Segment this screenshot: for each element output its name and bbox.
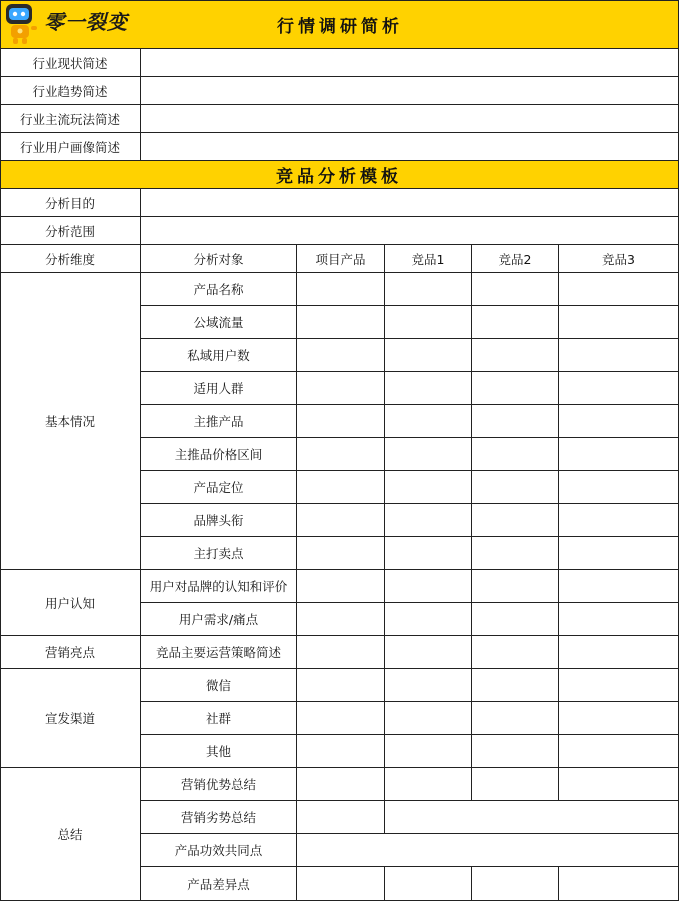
- item-label: 其他: [141, 735, 297, 768]
- data-cell[interactable]: [472, 306, 559, 339]
- item-label: 营销优势总结: [141, 768, 297, 801]
- data-cell[interactable]: [385, 504, 472, 537]
- item-label: 社群: [141, 702, 297, 735]
- market-row-label: 行业趋势简述: [0, 77, 141, 105]
- info-row-label: 分析范围: [0, 217, 141, 245]
- data-cell[interactable]: [297, 834, 679, 867]
- group-label: 总结: [0, 768, 141, 901]
- data-cell[interactable]: [559, 306, 679, 339]
- column-header: 项目产品: [297, 245, 385, 273]
- data-cell[interactable]: [385, 471, 472, 504]
- data-cell[interactable]: [559, 735, 679, 768]
- data-cell[interactable]: [559, 636, 679, 669]
- market-row-input[interactable]: [141, 133, 679, 161]
- data-cell[interactable]: [297, 306, 385, 339]
- data-cell[interactable]: [297, 735, 385, 768]
- robot-mascot-icon: [3, 2, 41, 46]
- market-row-input[interactable]: [141, 77, 679, 105]
- data-cell[interactable]: [472, 372, 559, 405]
- logo: [0, 0, 140, 49]
- data-cell[interactable]: [472, 669, 559, 702]
- column-header: 竞品1: [385, 245, 472, 273]
- data-cell[interactable]: [385, 339, 472, 372]
- item-label: 产品功效共同点: [141, 834, 297, 867]
- logo-text: 零一裂变: [44, 10, 128, 34]
- data-cell[interactable]: [559, 471, 679, 504]
- data-cell[interactable]: [297, 570, 385, 603]
- market-row-input[interactable]: [141, 49, 679, 77]
- data-cell[interactable]: [559, 570, 679, 603]
- info-row-input[interactable]: [141, 217, 679, 245]
- data-cell[interactable]: [472, 735, 559, 768]
- item-label: 公域流量: [141, 306, 297, 339]
- data-cell[interactable]: [297, 603, 385, 636]
- item-label: 营销劣势总结: [141, 801, 297, 834]
- data-cell[interactable]: [297, 636, 385, 669]
- data-cell[interactable]: [297, 405, 385, 438]
- data-cell[interactable]: [472, 504, 559, 537]
- data-cell[interactable]: [297, 867, 385, 901]
- data-cell[interactable]: [385, 570, 472, 603]
- column-header: 竞品2: [472, 245, 559, 273]
- data-cell[interactable]: [472, 867, 559, 901]
- data-cell[interactable]: [297, 537, 385, 570]
- item-label: 微信: [141, 669, 297, 702]
- data-cell[interactable]: [472, 471, 559, 504]
- info-row-input[interactable]: [141, 189, 679, 217]
- item-label: 用户需求/痛点: [141, 603, 297, 636]
- item-label: 用户对品牌的认知和评价: [141, 570, 297, 603]
- data-cell[interactable]: [472, 405, 559, 438]
- data-cell[interactable]: [297, 273, 385, 306]
- data-cell[interactable]: [297, 702, 385, 735]
- data-cell[interactable]: [559, 603, 679, 636]
- data-cell[interactable]: [385, 636, 472, 669]
- market-row-input[interactable]: [141, 105, 679, 133]
- data-cell[interactable]: [559, 438, 679, 471]
- data-cell[interactable]: [559, 669, 679, 702]
- data-cell[interactable]: [472, 702, 559, 735]
- data-cell[interactable]: [385, 735, 472, 768]
- data-cell[interactable]: [472, 339, 559, 372]
- data-cell[interactable]: [472, 570, 559, 603]
- data-cell[interactable]: [472, 603, 559, 636]
- market-row-label: 行业现状简述: [0, 49, 141, 77]
- item-label: 适用人群: [141, 372, 297, 405]
- data-cell[interactable]: [385, 438, 472, 471]
- data-cell[interactable]: [297, 438, 385, 471]
- data-cell[interactable]: [297, 504, 385, 537]
- item-label: 竞品主要运营策略简述: [141, 636, 297, 669]
- data-cell[interactable]: [385, 372, 472, 405]
- data-cell[interactable]: [297, 801, 385, 834]
- data-cell[interactable]: [385, 768, 472, 801]
- item-label: 产品定位: [141, 471, 297, 504]
- data-cell[interactable]: [559, 405, 679, 438]
- data-cell[interactable]: [385, 306, 472, 339]
- data-cell[interactable]: [385, 405, 472, 438]
- data-cell[interactable]: [559, 867, 679, 901]
- data-cell[interactable]: [472, 537, 559, 570]
- data-cell[interactable]: [559, 768, 679, 801]
- column-header: 分析对象: [141, 245, 297, 273]
- market-title: 行情调研简析: [277, 17, 403, 37]
- data-cell[interactable]: [559, 339, 679, 372]
- data-cell[interactable]: [472, 768, 559, 801]
- data-cell[interactable]: [559, 372, 679, 405]
- data-cell[interactable]: [559, 702, 679, 735]
- data-cell[interactable]: [472, 438, 559, 471]
- item-label: 主打卖点: [141, 537, 297, 570]
- item-label: 主推产品: [141, 405, 297, 438]
- item-label: 品牌头衔: [141, 504, 297, 537]
- data-cell[interactable]: [297, 339, 385, 372]
- data-cell[interactable]: [297, 669, 385, 702]
- group-label: 营销亮点: [0, 636, 141, 669]
- data-cell[interactable]: [297, 372, 385, 405]
- info-row-label: 分析目的: [0, 189, 141, 217]
- data-cell[interactable]: [559, 504, 679, 537]
- data-cell[interactable]: [385, 537, 472, 570]
- group-label: 宣发渠道: [0, 669, 141, 768]
- data-cell[interactable]: [385, 273, 472, 306]
- data-cell[interactable]: [385, 801, 679, 834]
- data-cell[interactable]: [297, 768, 385, 801]
- data-cell[interactable]: [472, 636, 559, 669]
- column-header: 竞品3: [559, 245, 679, 273]
- data-cell[interactable]: [559, 273, 679, 306]
- data-cell[interactable]: [385, 669, 472, 702]
- data-cell[interactable]: [472, 273, 559, 306]
- group-label: 基本情况: [0, 273, 141, 570]
- group-label: 用户认知: [0, 570, 141, 636]
- data-cell[interactable]: [385, 702, 472, 735]
- data-cell[interactable]: [297, 471, 385, 504]
- market-row-label: 行业主流玩法简述: [0, 105, 141, 133]
- competitor-title: 竞品分析模板: [0, 161, 679, 189]
- market-row-label: 行业用户画像简述: [0, 133, 141, 161]
- item-label: 产品名称: [141, 273, 297, 306]
- data-cell[interactable]: [559, 537, 679, 570]
- item-label: 产品差异点: [141, 867, 297, 901]
- column-header: 分析维度: [0, 245, 141, 273]
- item-label: 主推品价格区间: [141, 438, 297, 471]
- data-cell[interactable]: [385, 867, 472, 901]
- item-label: 私域用户数: [141, 339, 297, 372]
- data-cell[interactable]: [385, 603, 472, 636]
